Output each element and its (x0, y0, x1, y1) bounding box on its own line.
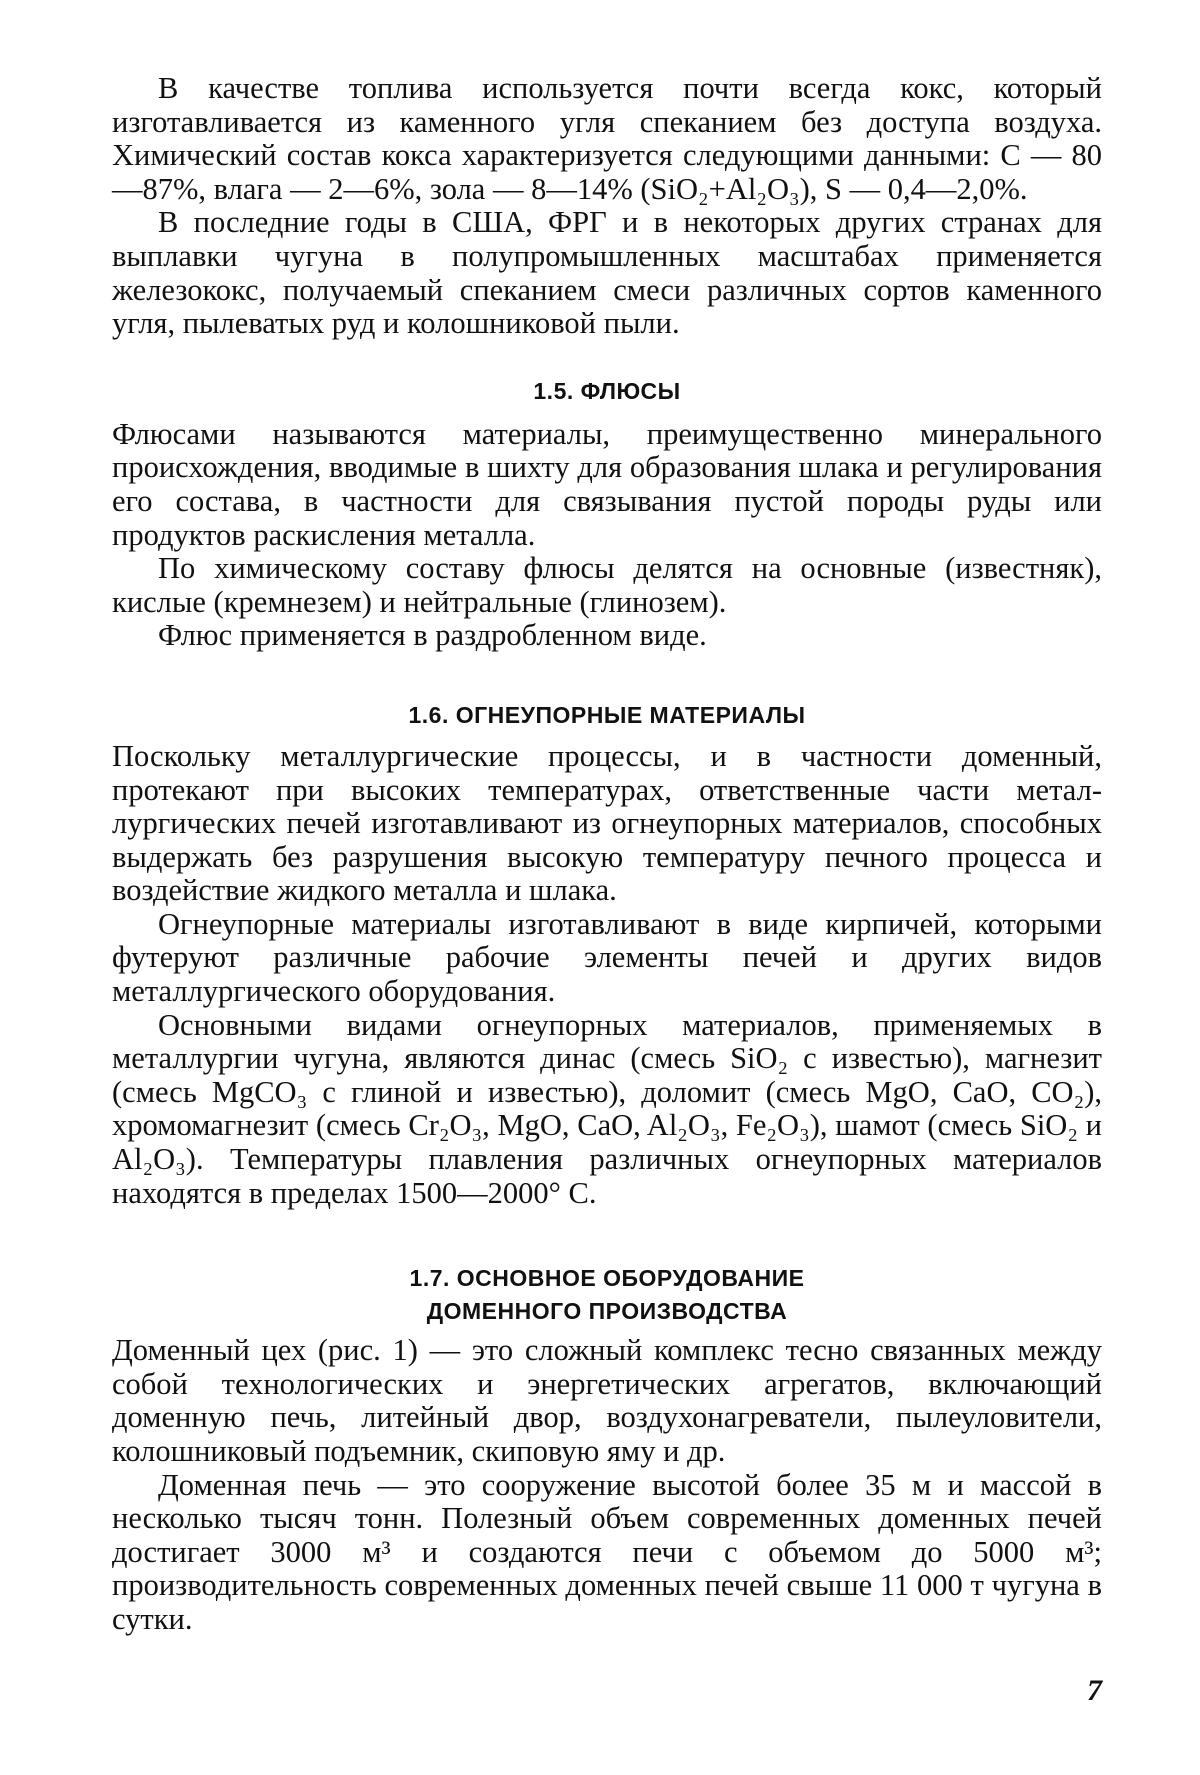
book-page (112, 72, 1102, 1752)
paragraph-refractories-intro: Поскольку металлургические процессы, и в частности доменный, протекают при высоких температурах, ответственные части металлургических печей изготавливают из огнеупорных материалов, способных выдержать без разрушения высокую температуру печного процесса и воздействие жидкого металла и шлака. (112, 738, 1102, 908)
section-title-equipment-line2: ДОМЕННОГО ПРОИЗВОДСТВА (426, 1298, 788, 1325)
paragraph-blast-furnace: Доменная печь — это сооружение высотой более 35 м и массой в несколько тысяч тонн. Полезный объем современных доменных печей достигает 3000 м³ и создаются печи с объемом до 5000 м³; производительность современных доменных печей свыше 11 000 т чугуна в сутки. (112, 1467, 1102, 1636)
paragraph-fluxes-form: Флюс применяется в раздробленном виде. (158, 618, 707, 653)
paragraph-refractories-bricks: Огнеупорные материалы изготавливают в виде кирпичей, которыми футеруют различные рабочие элементы печей и других видов металлургического оборудования. (112, 906, 1102, 1009)
paragraph-fluxes-types: По химическому составу флюсы делятся на основные (известняк), кислые (кремнезем) и нейтральные (глинозем). (112, 551, 1102, 619)
paragraph-blast-furnace-shop: Доменный цех (рис. 1) — это сложный комплекс тесно связанных между собой технологических и энергетических агрегатов, включающий доменную печь, литейный двор, воздухонагреватели, пылеуловители, колошниковый подъемник, скиповую яму и др. (112, 1333, 1102, 1468)
page-number: 7 (1087, 1674, 1102, 1707)
section-title-equipment-line1: 1.7. ОСНОВНОЕ ОБОРУДОВАНИЕ (409, 1265, 805, 1292)
paragraph-fluxes-definition: Флюсами называются материалы, преимущественно минерального происхождения, вводимые в шихту для образования шлака и регулирования его состава, в частности для связывания пустой породы руды или продуктов раскисления металла. (112, 416, 1102, 552)
paragraph-ferrocoke: В последние годы в США, ФРГ и в некоторых других странах для выплавки чугуна в полупромышленных масштабах применяется железококс, получаемый спеканием смеси различных сортов каменного угля, пылеватых руд и колошниковой пыли. (112, 205, 1102, 341)
paragraph-refractories-types: Основными видами огнеупорных материалов, применяемых в металлургии чугуна, являются динас (смесь SiO₂ с известью), магнезит (смесь MgCO₃ с глиной и известью), доломит (смесь MgO, CaO, CO₂), хромомагнезит (смесь Cr₂O₃, MgO, CaO, Al₂O₃, Fe₂O₃), шамот (смесь SiO₂ и Al₂O₃). Температуры плавления различных огнеупорных материалов находятся в пределах 1500—2000° C. (112, 1007, 1102, 1210)
paragraph-coke-fuel: В качестве топлива используется почти всегда кокс, который изготавливается из каменного угля спеканием без доступа воздуха. Химический состав кокса характеризуется следующими данными: C — 80—87%, влага — 2—6%, зола — 8—14% (SiO₂+Al₂O₃), S — 0,4—2,0%. (112, 71, 1102, 206)
section-title-fluxes: 1.5. ФЛЮСЫ (533, 377, 681, 404)
section-title-equipment (112, 1262, 1102, 1328)
section-title-refractories: 1.6. ОГНЕУПОРНЫЕ МАТЕРИАЛЫ (408, 701, 806, 728)
